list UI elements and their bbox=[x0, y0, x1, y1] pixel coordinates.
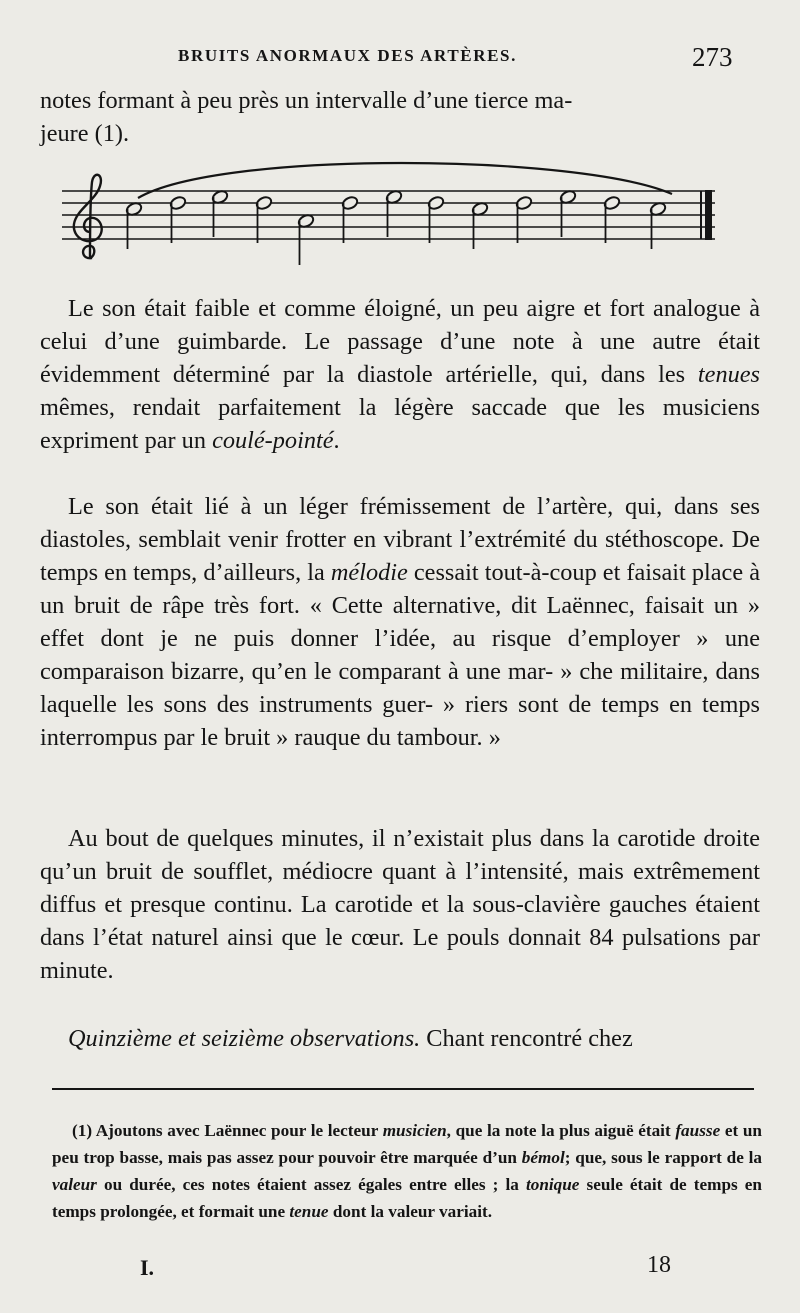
footnote bbox=[52, 1117, 762, 1225]
footnote-italic-bemol: bémol bbox=[521, 1148, 565, 1167]
paragraph-1 bbox=[40, 292, 760, 457]
paragraph-2-text-a: Le son était lié à un léger frémissement de l’artère, qui, dans ses diastoles, semblait venir frotter en vibrant l’extrémité du stéthoscope. De temps en temps, d’ailleurs, la bbox=[40, 493, 760, 586]
footnote-text-a: (1) Ajoutons avec Laënnec pour le lecteur bbox=[72, 1121, 383, 1140]
footnote-text-b: , que la note la plus aiguë était bbox=[446, 1121, 676, 1140]
music-notation bbox=[60, 160, 720, 280]
paragraph-2 bbox=[40, 490, 760, 754]
paragraph-4-italic: Quinzième et seizième observations. bbox=[68, 1025, 421, 1052]
paragraph-1-text-a: Le son était faible et comme éloigné, un peu aigre et fort analogue à celui d’une guimbarde. Le passage d’une note à une autre était évidemment déterminé par la diastole artérielle, qui, dans les bbox=[40, 295, 760, 388]
music-staff bbox=[60, 160, 720, 280]
paragraph-2-italic-melodie: mélodie bbox=[330, 559, 408, 586]
running-title: BRUITS ANORMAUX DES ARTÈRES. bbox=[178, 46, 517, 65]
paragraph-4-text: Chant rencontré chez bbox=[420, 1025, 633, 1052]
signature-mark-right: 18 bbox=[647, 1252, 671, 1278]
footnote-italic-musicien: musicien bbox=[382, 1121, 447, 1140]
footnote-italic-fausse: fausse bbox=[675, 1121, 721, 1140]
footnote-italic-tonique: tonique bbox=[525, 1175, 580, 1194]
paragraph-4 bbox=[40, 1022, 760, 1055]
footnote-rule bbox=[52, 1088, 754, 1090]
footnote-text-c: et un peu trop basse, mais pas assez pour pouvoir être marquée d’un bbox=[52, 1121, 762, 1167]
footnote-italic-valeur: valeur bbox=[52, 1175, 97, 1194]
signature-mark-left: I. bbox=[140, 1255, 155, 1280]
footnote-text-g: dont la valeur variait. bbox=[328, 1202, 493, 1221]
footnote-text-e: ou durée, ces notes étaient assez égales entre elles ; la bbox=[96, 1175, 526, 1194]
paragraph-1-italic-tenues: tenues bbox=[697, 361, 760, 388]
continued-text bbox=[40, 84, 760, 150]
text-line-1: notes formant à peu près un intervalle d’une tierce ma- bbox=[40, 87, 573, 114]
paragraph-1-text-b: mêmes, rendait parfaitement la légère saccade que les musiciens expriment par un bbox=[40, 394, 760, 454]
footnote-text-d: ; que, sous le rapport de la bbox=[564, 1148, 762, 1167]
footnote-italic-tenue: tenue bbox=[289, 1202, 329, 1221]
paragraph-1-text-c: . bbox=[333, 427, 340, 454]
paragraph-3 bbox=[40, 822, 760, 987]
paragraph-1-italic-coule: coulé-pointé bbox=[212, 427, 334, 454]
text-line-2: jeure (1). bbox=[40, 120, 130, 147]
treble-clef-icon bbox=[74, 175, 102, 258]
paragraph-3-text: Au bout de quelques minutes, il n’existait plus dans la carotide droite qu’un bruit de soufflet, médiocre quant à l’intensité, mais extrêmement diffus et presque continu. La carotide et la sous-clavière gauches étaient dans l’état naturel ainsi que le cœur. Le pouls donnait 84 pulsations par minute. bbox=[40, 825, 760, 984]
paragraph-2-text-b: cessait tout-à-coup et faisait place à un bruit de râpe très fort. « Cette alternative, dit Laënnec, faisait un » effet dont je ne puis donner l’idée, au risque d’employer » une comparaison bizarre, qu’en le comparant à une mar- » che militaire, dans laquelle les sons des instruments guer- » riers sont de temps en temps interrompus par le bruit » rauque du tambour. » bbox=[40, 559, 760, 751]
page-header bbox=[0, 42, 800, 82]
footnote-text-f: seule était de temps en temps prolongée, et formait une bbox=[52, 1175, 762, 1221]
page-number: 273 bbox=[692, 42, 733, 72]
